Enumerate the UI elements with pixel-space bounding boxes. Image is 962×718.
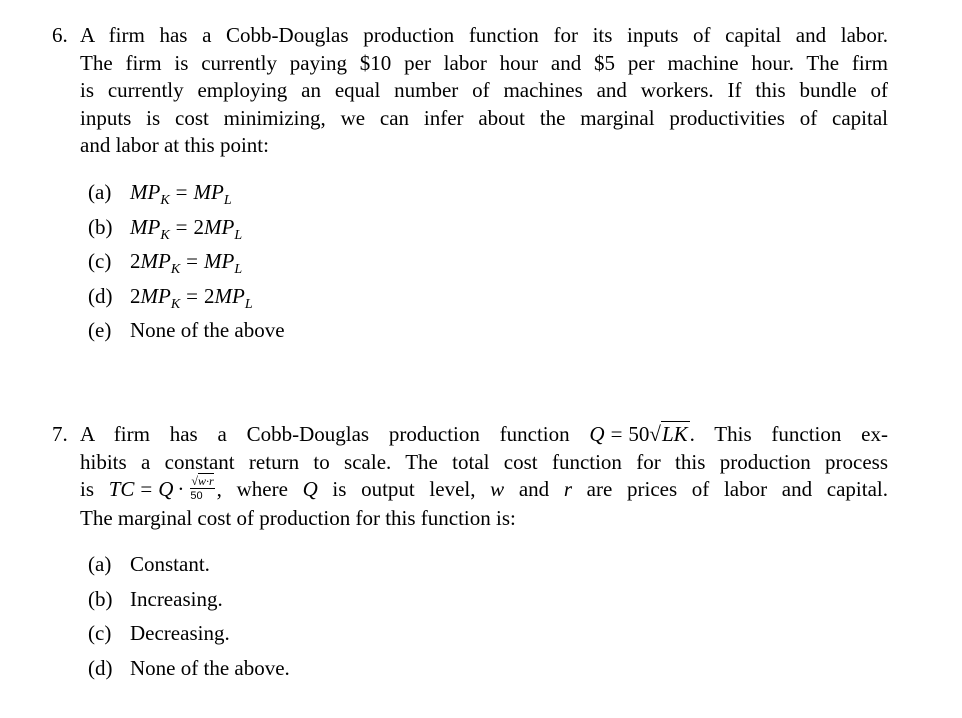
option-text: None of the above. <box>130 655 290 680</box>
question-6-option-d <box>88 279 285 314</box>
question-7-option-c <box>88 616 290 651</box>
question-6-number: 6. <box>52 23 68 47</box>
option-label: (a) <box>88 552 112 576</box>
option-label: (b) <box>88 214 113 239</box>
option-label: (e) <box>88 318 112 342</box>
question-6-text-line-2: The firm is currently paying $10 per labor hour and $5 per machine hour. The firm <box>80 50 888 75</box>
question-7-option-a <box>88 547 290 582</box>
option-equation: $2MP_K = MP_L$ <box>130 249 243 277</box>
question-7-text-line-4: The marginal cost of production for this function is: <box>80 505 516 530</box>
question-6-text-line-3: is currently employing an equal number of machines and workers. If this bundle of <box>80 78 888 102</box>
question-6-text-line-1: A firm has a Cobb-Douglas production function for its inputs of capital and labor. <box>80 23 888 47</box>
option-equation: $2MP_K = 2MP_L$ <box>130 283 253 312</box>
option-text: Decreasing. <box>130 621 230 645</box>
question-7-option-d <box>88 651 290 686</box>
option-label: (c) <box>88 249 112 273</box>
cost-fraction: $\frac{√w\cdot r}{50}$ <box>190 473 214 502</box>
question-7-text-line-1: A firm has a Cobb-Douglas production function Q = 50√LK. This function ex- <box>80 421 888 449</box>
question-6-option-e <box>88 313 285 348</box>
option-label: (c) <box>88 621 112 645</box>
question-6-text-line-4: inputs is cost minimizing, we can infer about the marginal productivities of capital <box>80 105 888 130</box>
option-equation: $MP_K = 2MP_L$ <box>130 214 243 243</box>
question-7-text-line-2: hibits a constant return to scale. The total cost function for this production process <box>80 449 888 474</box>
option-label: (d) <box>88 655 113 680</box>
question-6-text-line-5: and labor at this point: <box>80 133 269 157</box>
question-7-number: 7. <box>52 422 68 446</box>
question-7-options <box>88 547 290 685</box>
question-6 <box>52 22 888 160</box>
option-label: (b) <box>88 586 113 611</box>
question-7-line-1 <box>52 421 888 449</box>
option-label: (a) <box>88 180 112 204</box>
sqrt-symbol: √LK <box>649 422 688 446</box>
option-text: None of the above <box>130 318 285 342</box>
option-label: (d) <box>88 283 113 308</box>
option-equation: $MP_K = MP_L$ <box>130 180 232 208</box>
question-6-option-c <box>88 244 285 279</box>
option-text: Increasing. <box>130 586 223 611</box>
question-6-option-a <box>88 175 285 210</box>
question-7-option-b <box>88 582 290 617</box>
question-7 <box>52 421 888 532</box>
question-6-line-1 <box>52 22 888 50</box>
question-6-option-b <box>88 210 285 245</box>
question-7-text-line-3: is TC = Q · $\frac{√w\cdot r}{50}$ , where Q is output level, w and r are prices of labor and capital. <box>80 473 888 502</box>
option-text: Constant. <box>130 552 210 576</box>
question-6-options <box>88 175 285 348</box>
